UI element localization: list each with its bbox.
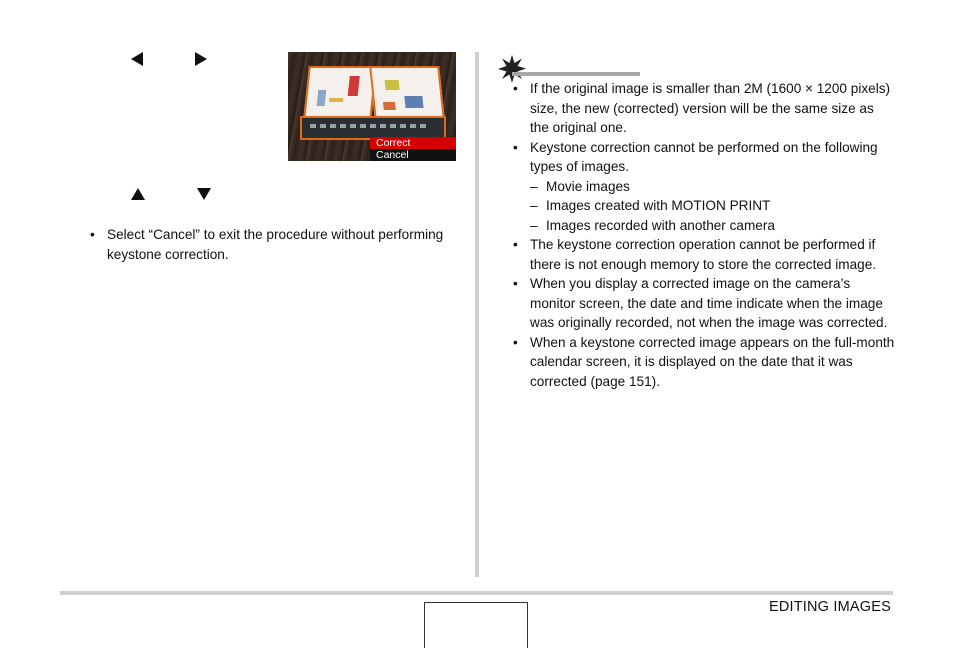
page-number-box	[424, 602, 528, 648]
list-item: • Select “Cancel” to exit the procedure without performing keystone correction.	[90, 227, 444, 262]
footer-rule	[60, 591, 893, 595]
left-bullet-list	[90, 225, 460, 264]
left-arrow-icon	[131, 52, 143, 66]
notes-list	[513, 79, 895, 391]
column-divider	[475, 52, 479, 577]
menu-option-cancel[interactable]: Cancel	[370, 149, 456, 161]
note-heading-bar	[512, 72, 640, 76]
document-top-right	[369, 66, 445, 120]
list-item: • When you display a corrected image on the camera’s monitor screen, the date and time indicate when the image was originally recorded, not when the image was corrected.	[513, 276, 888, 330]
menu-option-correct[interactable]: Correct	[370, 137, 456, 149]
document-top-left	[303, 66, 377, 120]
dash-item: – Images recorded with another camera	[530, 217, 775, 233]
list-item: • The keystone correction operation cannot be performed if there is not enough memory to store the corrected image.	[513, 237, 877, 272]
section-title: EDITING IMAGES	[768, 599, 891, 615]
down-arrow-icon	[197, 188, 211, 200]
dash-item: – Movie images	[530, 178, 630, 194]
list-item: • Keystone correction cannot be performed on the following types of images.	[513, 139, 878, 174]
list-item: • If the original image is smaller than 2M (1600 × 1200 pixels) size, the new (corrected) version will be the same size as the original one.	[513, 81, 891, 135]
up-arrow-icon	[131, 188, 145, 200]
list-item: • When a keystone corrected image appears on the full-month calendar screen, it is displayed on the date that it was corrected (page 151).	[513, 334, 895, 389]
right-arrow-icon	[195, 52, 207, 66]
dash-item: – Images created with MOTION PRINT	[530, 198, 771, 213]
